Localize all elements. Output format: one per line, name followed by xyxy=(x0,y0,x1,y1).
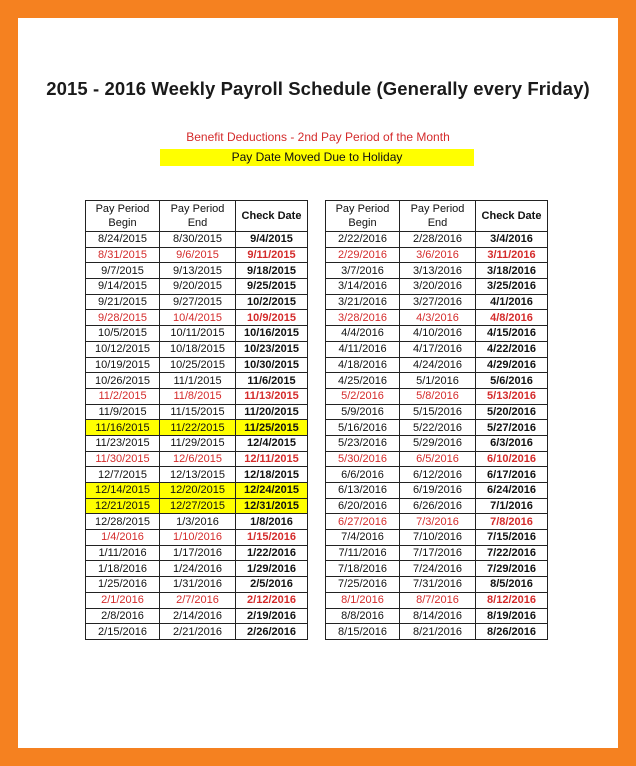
cell-period-end: 10/4/2015 xyxy=(160,310,236,326)
cell-period-end: 1/17/2016 xyxy=(160,545,236,561)
table-row xyxy=(326,247,548,263)
cell-period-end: 4/24/2016 xyxy=(400,357,476,373)
table-header-row xyxy=(86,201,308,232)
cell-period-end: 7/31/2016 xyxy=(400,577,476,593)
table-row xyxy=(86,514,308,530)
table-row xyxy=(86,232,308,248)
cell-period-begin: 7/4/2016 xyxy=(326,530,400,546)
table-row xyxy=(326,341,548,357)
cell-period-end: 6/26/2016 xyxy=(400,498,476,514)
table-row xyxy=(86,592,308,608)
cell-period-begin: 10/19/2015 xyxy=(86,357,160,373)
cell-period-begin: 12/28/2015 xyxy=(86,514,160,530)
header-label: Pay Period End xyxy=(170,203,225,229)
cell-period-begin: 2/29/2016 xyxy=(326,247,400,263)
cell-period-end: 11/22/2015 xyxy=(160,420,236,436)
cell-period-begin: 5/9/2016 xyxy=(326,404,400,420)
header-label: Check Date xyxy=(241,210,302,222)
header-label: Pay Period Begin xyxy=(95,203,150,229)
cell-period-end: 11/8/2015 xyxy=(160,388,236,404)
table-row xyxy=(86,561,308,577)
cell-check-date: 8/19/2016 xyxy=(476,608,548,624)
cell-period-begin: 3/7/2016 xyxy=(326,263,400,279)
table-row xyxy=(86,404,308,420)
cell-check-date: 5/6/2016 xyxy=(476,373,548,389)
cell-check-date: 1/22/2016 xyxy=(236,545,308,561)
table-row xyxy=(326,514,548,530)
cell-period-end: 7/17/2016 xyxy=(400,545,476,561)
table-row xyxy=(326,530,548,546)
cell-period-begin: 6/6/2016 xyxy=(326,467,400,483)
cell-check-date: 8/5/2016 xyxy=(476,577,548,593)
header-label: Pay Period Begin xyxy=(335,203,390,229)
table-row xyxy=(326,420,548,436)
cell-period-end: 4/17/2016 xyxy=(400,341,476,357)
cell-check-date: 7/29/2016 xyxy=(476,561,548,577)
cell-check-date: 10/9/2015 xyxy=(236,310,308,326)
table-row xyxy=(326,483,548,499)
cell-check-date: 4/8/2016 xyxy=(476,310,548,326)
cell-check-date: 11/6/2015 xyxy=(236,373,308,389)
header-label: Pay Period End xyxy=(410,203,465,229)
cell-check-date: 8/26/2016 xyxy=(476,624,548,640)
table-row xyxy=(86,577,308,593)
cell-period-end: 3/6/2016 xyxy=(400,247,476,263)
table-row xyxy=(86,435,308,451)
cell-period-begin: 8/24/2015 xyxy=(86,232,160,248)
cell-check-date: 2/19/2016 xyxy=(236,608,308,624)
cell-period-begin: 11/30/2015 xyxy=(86,451,160,467)
cell-period-end: 9/13/2015 xyxy=(160,263,236,279)
table-row xyxy=(326,232,548,248)
cell-period-end: 2/7/2016 xyxy=(160,592,236,608)
cell-period-end: 6/12/2016 xyxy=(400,467,476,483)
cell-period-begin: 6/20/2016 xyxy=(326,498,400,514)
cell-period-end: 8/30/2015 xyxy=(160,232,236,248)
table-row xyxy=(86,279,308,295)
cell-period-begin: 3/14/2016 xyxy=(326,279,400,295)
table-row xyxy=(326,561,548,577)
table-row xyxy=(86,451,308,467)
table-header-row xyxy=(326,201,548,232)
cell-check-date: 11/20/2015 xyxy=(236,404,308,420)
table-row xyxy=(86,467,308,483)
cell-period-begin: 5/2/2016 xyxy=(326,388,400,404)
cell-check-date: 10/30/2015 xyxy=(236,357,308,373)
cell-period-end: 11/15/2015 xyxy=(160,404,236,420)
cell-period-end: 12/27/2015 xyxy=(160,498,236,514)
cell-period-end: 1/3/2016 xyxy=(160,514,236,530)
cell-period-begin: 8/15/2016 xyxy=(326,624,400,640)
legend-benefit-deductions: Benefit Deductions - 2nd Pay Period of the Month xyxy=(186,130,450,144)
cell-period-begin: 11/23/2015 xyxy=(86,435,160,451)
cell-period-begin: 8/8/2016 xyxy=(326,608,400,624)
header-check-date xyxy=(476,201,548,232)
cell-period-end: 3/27/2016 xyxy=(400,294,476,310)
cell-check-date: 12/18/2015 xyxy=(236,467,308,483)
table-row xyxy=(86,388,308,404)
cell-check-date: 6/24/2016 xyxy=(476,483,548,499)
table-row xyxy=(326,435,548,451)
cell-check-date: 3/18/2016 xyxy=(476,263,548,279)
cell-period-end: 11/1/2015 xyxy=(160,373,236,389)
table-row xyxy=(86,341,308,357)
cell-period-begin: 1/11/2016 xyxy=(86,545,160,561)
cell-check-date: 10/2/2015 xyxy=(236,294,308,310)
table-row xyxy=(326,467,548,483)
cell-check-date: 1/15/2016 xyxy=(236,530,308,546)
cell-period-end: 9/27/2015 xyxy=(160,294,236,310)
cell-check-date: 9/18/2015 xyxy=(236,263,308,279)
cell-period-begin: 7/11/2016 xyxy=(326,545,400,561)
cell-check-date: 1/8/2016 xyxy=(236,514,308,530)
cell-check-date: 12/31/2015 xyxy=(236,498,308,514)
cell-period-begin: 11/9/2015 xyxy=(86,404,160,420)
document-title: 2015 - 2016 Weekly Payroll Schedule (Generally every Friday) xyxy=(46,78,590,99)
cell-period-begin: 2/1/2016 xyxy=(86,592,160,608)
cell-check-date: 3/4/2016 xyxy=(476,232,548,248)
cell-period-begin: 9/28/2015 xyxy=(86,310,160,326)
cell-check-date: 7/8/2016 xyxy=(476,514,548,530)
cell-period-begin: 2/22/2016 xyxy=(326,232,400,248)
cell-check-date: 9/4/2015 xyxy=(236,232,308,248)
cell-period-begin: 8/31/2015 xyxy=(86,247,160,263)
cell-check-date: 6/10/2016 xyxy=(476,451,548,467)
table-row xyxy=(326,263,548,279)
cell-period-begin: 6/13/2016 xyxy=(326,483,400,499)
cell-check-date: 12/4/2015 xyxy=(236,435,308,451)
cell-period-end: 12/13/2015 xyxy=(160,467,236,483)
legend-holiday-moved: Pay Date Moved Due to Holiday xyxy=(160,149,474,166)
cell-check-date: 10/16/2015 xyxy=(236,326,308,342)
cell-check-date: 5/27/2016 xyxy=(476,420,548,436)
header-period-begin xyxy=(86,201,160,232)
cell-period-begin: 11/16/2015 xyxy=(86,420,160,436)
cell-period-begin: 4/18/2016 xyxy=(326,357,400,373)
cell-period-begin: 8/1/2016 xyxy=(326,592,400,608)
cell-period-begin: 12/21/2015 xyxy=(86,498,160,514)
table-row xyxy=(326,279,548,295)
table-row xyxy=(326,388,548,404)
cell-period-begin: 12/14/2015 xyxy=(86,483,160,499)
cell-check-date: 2/5/2016 xyxy=(236,577,308,593)
cell-period-begin: 9/7/2015 xyxy=(86,263,160,279)
cell-period-end: 12/6/2015 xyxy=(160,451,236,467)
cell-period-begin: 1/18/2016 xyxy=(86,561,160,577)
cell-period-end: 3/20/2016 xyxy=(400,279,476,295)
header-check-date xyxy=(236,201,308,232)
cell-period-end: 12/20/2015 xyxy=(160,483,236,499)
cell-period-end: 10/25/2015 xyxy=(160,357,236,373)
table-row xyxy=(326,545,548,561)
cell-period-end: 4/10/2016 xyxy=(400,326,476,342)
cell-period-end: 7/10/2016 xyxy=(400,530,476,546)
table-row xyxy=(86,310,308,326)
table-row xyxy=(326,498,548,514)
cell-check-date: 9/25/2015 xyxy=(236,279,308,295)
cell-period-begin: 12/7/2015 xyxy=(86,467,160,483)
header-label: Check Date xyxy=(481,210,542,222)
cell-period-begin: 7/25/2016 xyxy=(326,577,400,593)
cell-period-end: 7/3/2016 xyxy=(400,514,476,530)
cell-period-begin: 11/2/2015 xyxy=(86,388,160,404)
table-row xyxy=(86,483,308,499)
cell-check-date: 10/23/2015 xyxy=(236,341,308,357)
cell-check-date: 12/24/2015 xyxy=(236,483,308,499)
cell-check-date: 11/13/2015 xyxy=(236,388,308,404)
cell-check-date: 3/11/2016 xyxy=(476,247,548,263)
table-row xyxy=(86,357,308,373)
cell-period-end: 2/21/2016 xyxy=(160,624,236,640)
table-row xyxy=(86,326,308,342)
cell-period-end: 3/13/2016 xyxy=(400,263,476,279)
table-row xyxy=(86,294,308,310)
table-row xyxy=(86,608,308,624)
table-row xyxy=(86,263,308,279)
cell-check-date: 4/22/2016 xyxy=(476,341,548,357)
cell-period-end: 6/5/2016 xyxy=(400,451,476,467)
table-row xyxy=(326,592,548,608)
cell-period-end: 9/20/2015 xyxy=(160,279,236,295)
cell-check-date: 12/11/2015 xyxy=(236,451,308,467)
cell-period-begin: 9/14/2015 xyxy=(86,279,160,295)
table-row xyxy=(326,373,548,389)
cell-check-date: 7/22/2016 xyxy=(476,545,548,561)
cell-check-date: 11/25/2015 xyxy=(236,420,308,436)
cell-check-date: 4/15/2016 xyxy=(476,326,548,342)
cell-period-end: 1/31/2016 xyxy=(160,577,236,593)
table-row xyxy=(86,373,308,389)
cell-period-begin: 10/5/2015 xyxy=(86,326,160,342)
cell-period-end: 7/24/2016 xyxy=(400,561,476,577)
cell-period-begin: 3/21/2016 xyxy=(326,294,400,310)
cell-period-end: 5/29/2016 xyxy=(400,435,476,451)
table-row xyxy=(326,404,548,420)
cell-period-begin: 5/30/2016 xyxy=(326,451,400,467)
table-row xyxy=(326,451,548,467)
cell-check-date: 9/11/2015 xyxy=(236,247,308,263)
cell-period-end: 10/18/2015 xyxy=(160,341,236,357)
cell-period-end: 1/10/2016 xyxy=(160,530,236,546)
cell-period-begin: 7/18/2016 xyxy=(326,561,400,577)
cell-check-date: 7/15/2016 xyxy=(476,530,548,546)
cell-period-begin: 10/12/2015 xyxy=(86,341,160,357)
cell-period-begin: 10/26/2015 xyxy=(86,373,160,389)
cell-period-end: 8/7/2016 xyxy=(400,592,476,608)
cell-period-end: 2/14/2016 xyxy=(160,608,236,624)
cell-check-date: 6/3/2016 xyxy=(476,435,548,451)
cell-check-date: 2/12/2016 xyxy=(236,592,308,608)
cell-period-begin: 4/25/2016 xyxy=(326,373,400,389)
table-row xyxy=(326,326,548,342)
cell-period-begin: 5/23/2016 xyxy=(326,435,400,451)
cell-period-begin: 4/11/2016 xyxy=(326,341,400,357)
cell-period-end: 5/15/2016 xyxy=(400,404,476,420)
cell-period-begin: 5/16/2016 xyxy=(326,420,400,436)
table-row xyxy=(86,545,308,561)
header-period-end xyxy=(160,201,236,232)
cell-check-date: 4/1/2016 xyxy=(476,294,548,310)
cell-period-begin: 4/4/2016 xyxy=(326,326,400,342)
cell-period-begin: 1/4/2016 xyxy=(86,530,160,546)
cell-period-begin: 9/21/2015 xyxy=(86,294,160,310)
table-row xyxy=(326,577,548,593)
table-row xyxy=(326,624,548,640)
cell-period-begin: 3/28/2016 xyxy=(326,310,400,326)
table-row xyxy=(86,498,308,514)
schedule-table-right xyxy=(325,200,548,640)
cell-period-begin: 1/25/2016 xyxy=(86,577,160,593)
cell-check-date: 2/26/2016 xyxy=(236,624,308,640)
header-period-begin xyxy=(326,201,400,232)
cell-check-date: 4/29/2016 xyxy=(476,357,548,373)
header-period-end xyxy=(400,201,476,232)
table-row xyxy=(326,294,548,310)
cell-period-end: 6/19/2016 xyxy=(400,483,476,499)
cell-check-date: 1/29/2016 xyxy=(236,561,308,577)
cell-period-end: 8/14/2016 xyxy=(400,608,476,624)
cell-period-begin: 6/27/2016 xyxy=(326,514,400,530)
cell-period-end: 9/6/2015 xyxy=(160,247,236,263)
table-row xyxy=(86,247,308,263)
table-row xyxy=(326,357,548,373)
cell-period-end: 5/8/2016 xyxy=(400,388,476,404)
table-row xyxy=(86,624,308,640)
cell-period-begin: 2/15/2016 xyxy=(86,624,160,640)
cell-check-date: 5/20/2016 xyxy=(476,404,548,420)
cell-check-date: 5/13/2016 xyxy=(476,388,548,404)
cell-period-end: 5/22/2016 xyxy=(400,420,476,436)
schedule-table-left xyxy=(85,200,308,640)
cell-period-end: 4/3/2016 xyxy=(400,310,476,326)
table-row xyxy=(326,608,548,624)
cell-period-end: 5/1/2016 xyxy=(400,373,476,389)
cell-period-begin: 2/8/2016 xyxy=(86,608,160,624)
table-row xyxy=(326,310,548,326)
cell-check-date: 8/12/2016 xyxy=(476,592,548,608)
table-row xyxy=(86,420,308,436)
cell-period-end: 8/21/2016 xyxy=(400,624,476,640)
cell-period-end: 10/11/2015 xyxy=(160,326,236,342)
cell-check-date: 6/17/2016 xyxy=(476,467,548,483)
cell-period-end: 2/28/2016 xyxy=(400,232,476,248)
table-row xyxy=(86,530,308,546)
cell-check-date: 7/1/2016 xyxy=(476,498,548,514)
cell-check-date: 3/25/2016 xyxy=(476,279,548,295)
cell-period-end: 1/24/2016 xyxy=(160,561,236,577)
cell-period-end: 11/29/2015 xyxy=(160,435,236,451)
